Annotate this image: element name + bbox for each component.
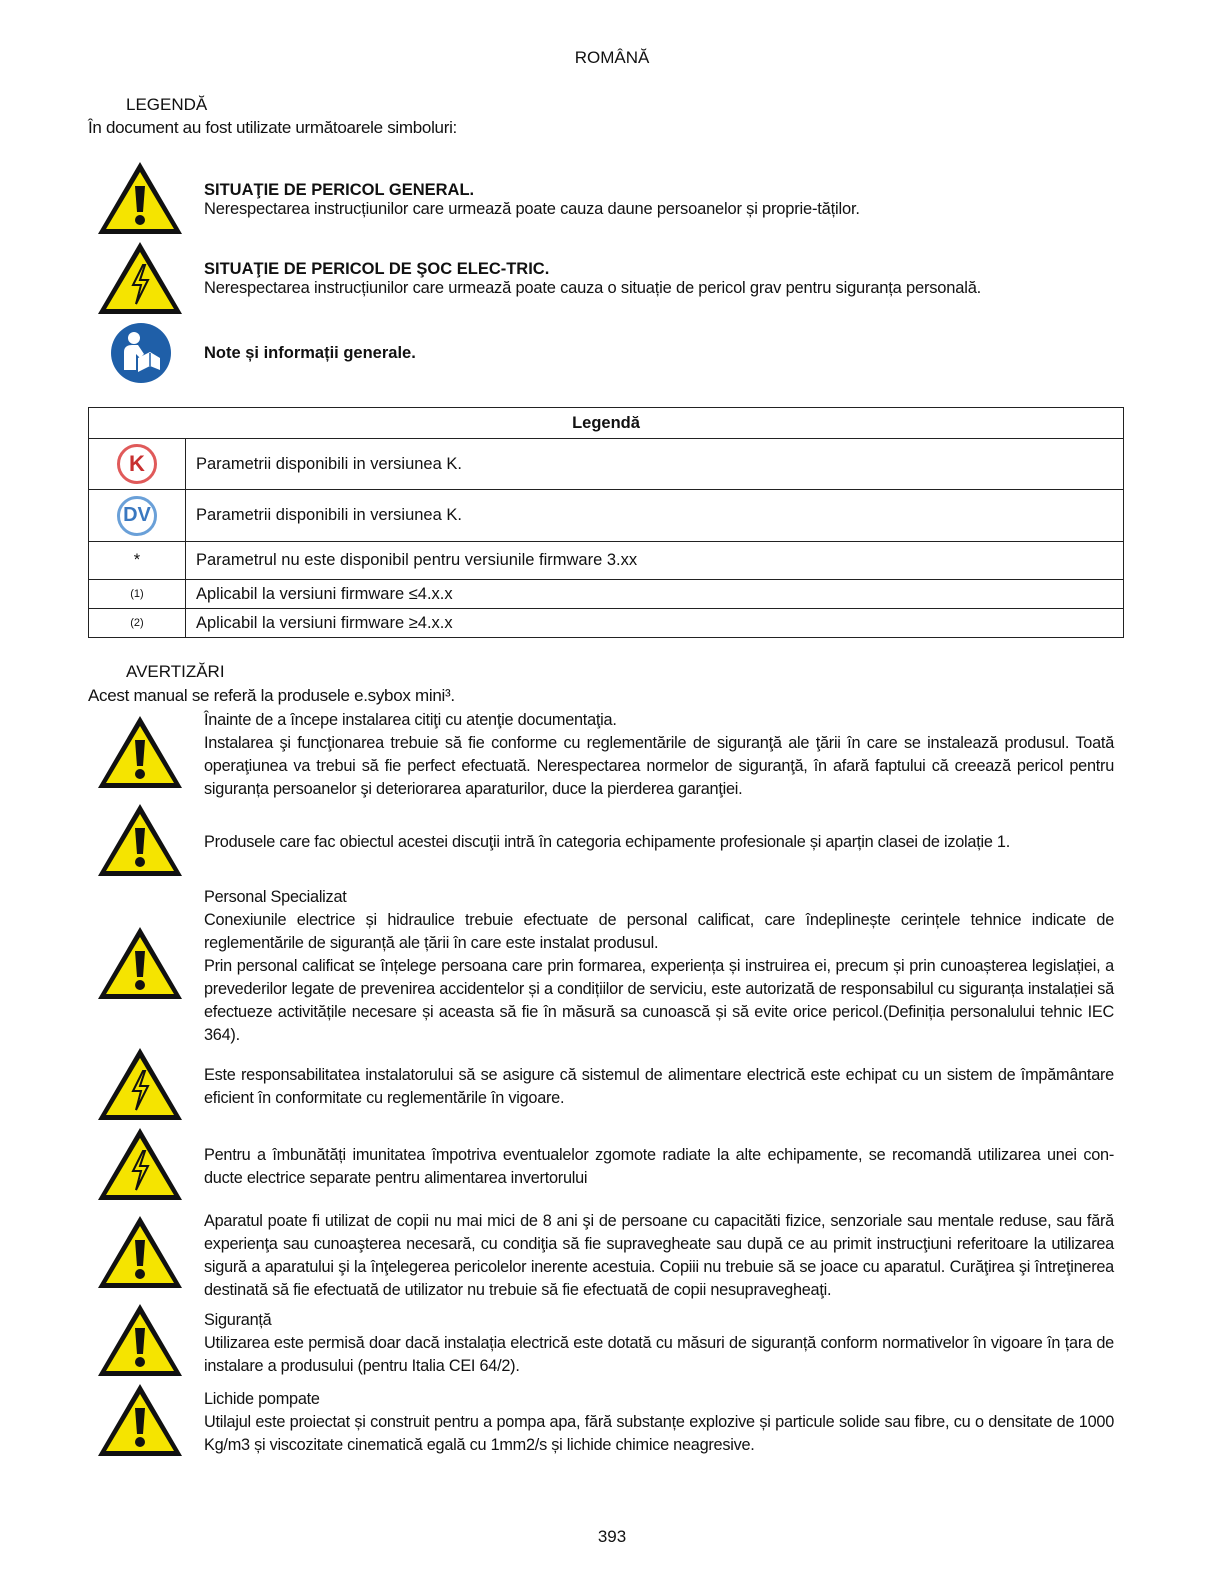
- note-2-symbol: (2): [89, 609, 186, 638]
- warning-pumped-liquids: [204, 1388, 1114, 1457]
- electric-shock-triangle-icon: [98, 1126, 184, 1204]
- warning-professional-equipment: [204, 831, 1114, 854]
- paragraph: Lichide pompate: [204, 1390, 320, 1408]
- symbol-title: Note și informații generale.: [204, 344, 416, 362]
- dv-version-badge: DV: [117, 496, 157, 536]
- warning-children: [204, 1210, 1114, 1302]
- asterisk-symbol: *: [89, 542, 186, 580]
- warning-triangle-icon: [98, 1382, 184, 1460]
- read-manual-icon: [110, 322, 172, 384]
- electric-shock-triangle-icon: [98, 1046, 184, 1124]
- warning-triangle-icon: [98, 160, 184, 238]
- warning-triangle-icon: [98, 802, 184, 880]
- paragraph: Personal Specializat: [204, 888, 347, 906]
- paragraph: Înainte de a începe instalarea citiţi cu atenţie documentaţia.: [204, 711, 617, 729]
- table-header-row: [89, 408, 1124, 439]
- table-row: [89, 490, 1124, 542]
- warning-triangle-icon: [98, 925, 184, 1003]
- paragraph: Utilajul este proiectat și construit pentru a pompa apa, fără substanțe explozive și particule solide sau fibre, cu o densitate de 1000 Kg/m3 și viscozitate cinematică egală cu 1mm2/s și lichide chimice neagresive.: [204, 1413, 1114, 1454]
- electric-shock-triangle-icon: [98, 240, 184, 318]
- table-cell: Parametrii disponibili in versiunea K.: [186, 439, 1124, 490]
- symbol-notes: [204, 344, 416, 363]
- legend-table: [88, 407, 1124, 638]
- symbol-title: SITUAŢIE DE PERICOL DE ŞOC ELEC-TRIC.: [204, 260, 550, 278]
- paragraph: Siguranță: [204, 1311, 272, 1329]
- table-cell: Parametrii disponibili in versiunea K.: [186, 490, 1124, 542]
- legend-heading: LEGENDĂ: [126, 95, 208, 114]
- warning-grounding: [204, 1064, 1114, 1110]
- page-number: 393: [597, 1527, 627, 1546]
- symbol-description: Nerespectarea instrucțiunilor care urmează poate cauza daune persoanelor și proprie-tăților.: [204, 200, 860, 218]
- legend-intro: În document au fost utilizate următoarele simboluri:: [88, 118, 457, 137]
- table-header: Legendă: [89, 408, 1124, 439]
- warning-triangle-icon: [98, 1302, 184, 1380]
- warning-specialized-personnel: [204, 886, 1114, 1047]
- paragraph: Aparatul poate fi utilizat de copii nu mai mici de 8 ani şi de persoane cu capacităti fizice, senzoriale sau mentale reduse, sau fără experienţa sau cunoaşterea necesară, cu condiţia să fie supravegheate sau după ce au primit instrucţiuni referitoare la utilizarea sigură a aparatului şi la înţelegerea pericolelor inerente acestuia. Copiii nu trebuie să se joace cu aparatul. Curăţirea şi întreţinerea destinată să fie efectuată de utilizator nu trebuie să fie efectuată de copii nesupravegheaţi.: [204, 1212, 1114, 1299]
- table-cell: Parametrul nu este disponibil pentru versiunile firmware 3.xx: [186, 542, 1124, 580]
- warning-installation: [204, 709, 1114, 801]
- table-row: [89, 609, 1124, 638]
- symbol-title: SITUAŢIE DE PERICOL GENERAL.: [204, 181, 475, 199]
- language-header: ROMÂNĂ: [574, 48, 650, 67]
- table-row: [89, 439, 1124, 490]
- k-version-badge: K: [117, 444, 157, 484]
- paragraph: Instalarea şi funcţionarea trebuie să fie conforme cu reglementările de siguranţă ale ţării în care se instalează produsul. Toată operaţiunea va trebui să fie perfect efectuată. Nerespectarea normelor de siguranţă, în afară faptului că creează pericol pentru siguranța persoanelor şi deteriorarea aparaturilor, duce la pierderea garanţiei.: [204, 734, 1114, 798]
- warning-triangle-icon: [98, 1214, 184, 1292]
- paragraph: Utilizarea este permisă doar dacă instalația electrică este dotată cu măsuri de siguranță conform normativelor în vigoare în țara de instalare a produsului (pentru Italia CEI 64/2).: [204, 1334, 1114, 1375]
- paragraph: Conexiunile electrice și hidraulice trebuie efectuate de personal calificat, care îndeplinește cerințele tehnice indicate de reglementările de siguranță ale țării în care este instalat produsul.: [204, 911, 1114, 952]
- table-cell: Aplicabil la versiuni firmware ≥4.x.x: [186, 609, 1124, 638]
- paragraph: Prin personal calificat se înțelege persoana care prin formarea, experiența și instruirea ei, precum și prin cunoașterea legislației, a prevederilor legate de prevenirea accidentelor și a condițiilor de serviciu, este autorizată de responsabilul cu siguranța instalației să efectueze activitățile necesare și aceasta să fie în măsură sa cunoască și să evite orice pericol.(Definiția personalului tehnic IEC 364).: [204, 957, 1114, 1044]
- manual-reference: Acest manual se referă la produsele e.sybox mini³.: [88, 686, 455, 705]
- table-row: [89, 542, 1124, 580]
- table-row: [89, 580, 1124, 609]
- paragraph: Pentru a îmbunătăți imunitatea împotriva eventualelor zgomote radiate la alte echipamente, se recomandă utilizarea unei con-ducte electrice separate pentru alimentarea invertorului: [204, 1146, 1114, 1187]
- warning-safety: [204, 1309, 1114, 1378]
- symbol-electric-danger: [204, 260, 981, 298]
- paragraph: Este responsabilitatea instalatorului să se asigure că sistemul de alimentare electrică este echipat cu un sistem de împământare eficient în conformitate cu reglementările în vigoare.: [204, 1066, 1114, 1107]
- warnings-heading: AVERTIZĂRI: [126, 662, 225, 681]
- warning-triangle-icon: [98, 714, 184, 792]
- warning-separate-conduit: [204, 1144, 1114, 1190]
- symbol-description: Nerespectarea instrucțiunilor care urmează poate cauza o situație de pericol grav pentru siguranța personală.: [204, 279, 982, 297]
- paragraph: Produsele care fac obiectul acestei discuţii intră în categoria echipamente profesionale și aparțin clasei de izolație 1.: [204, 833, 1010, 851]
- symbol-general-danger: [204, 181, 860, 219]
- note-1-symbol: (1): [89, 580, 186, 609]
- table-cell: Aplicabil la versiuni firmware ≤4.x.x: [186, 580, 1124, 609]
